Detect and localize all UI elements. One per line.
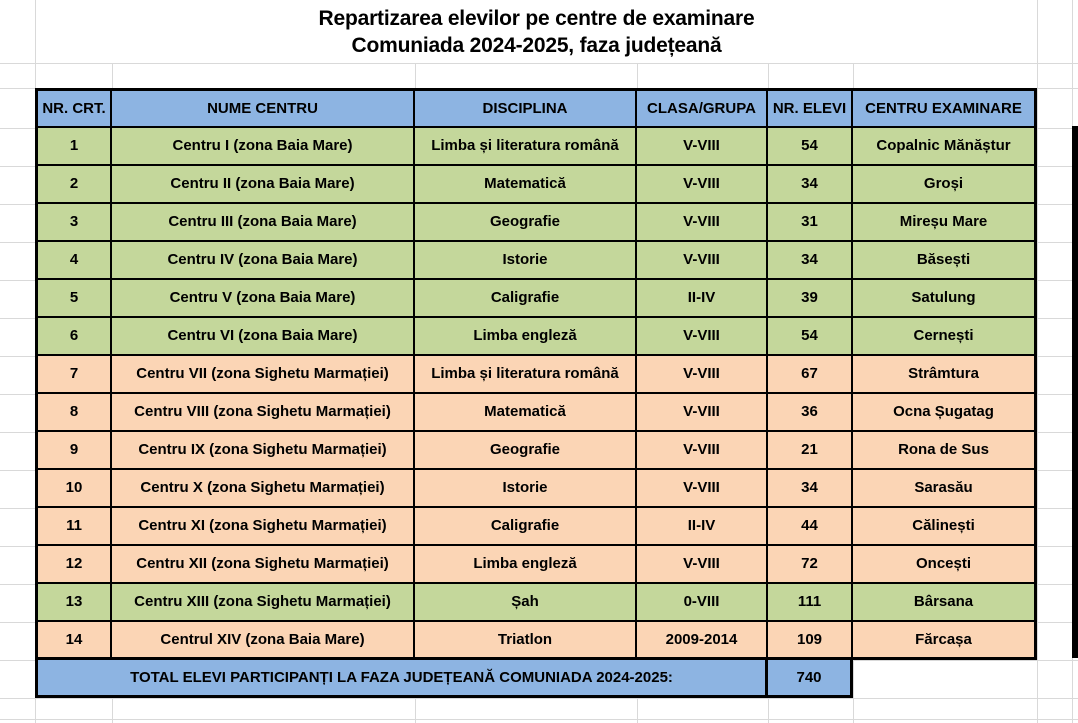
cell-nr-crt[interactable]: 12 — [38, 546, 112, 584]
cell-nr-elevi[interactable]: 72 — [768, 546, 853, 584]
cell-disciplina[interactable]: Caligrafie — [415, 280, 637, 318]
cell-centru-examinare[interactable]: Oncești — [853, 546, 1034, 584]
header-nr-elevi[interactable]: NR. ELEVI — [768, 91, 853, 128]
header-nr-crt[interactable]: NR. CRT. — [38, 91, 112, 128]
cell-clasa-grupa[interactable]: II-IV — [637, 508, 768, 546]
cell-nr-crt[interactable]: 8 — [38, 394, 112, 432]
cell-nr-elevi[interactable]: 21 — [768, 432, 853, 470]
cell-clasa-grupa[interactable]: II-IV — [637, 280, 768, 318]
cell-clasa-grupa[interactable]: V-VIII — [637, 356, 768, 394]
cell-nr-elevi[interactable]: 44 — [768, 508, 853, 546]
cell-nume-centru[interactable]: Centrul XIV (zona Baia Mare) — [112, 622, 415, 657]
gridline — [1037, 0, 1038, 723]
cell-centru-examinare[interactable]: Mireșu Mare — [853, 204, 1034, 242]
cell-clasa-grupa[interactable]: V-VIII — [637, 128, 768, 166]
cell-disciplina[interactable]: Caligrafie — [415, 508, 637, 546]
cell-disciplina[interactable]: Geografie — [415, 204, 637, 242]
cell-clasa-grupa[interactable]: V-VIII — [637, 432, 768, 470]
cell-centru-examinare[interactable]: Băsești — [853, 242, 1034, 280]
gridline — [0, 698, 1078, 699]
cell-clasa-grupa[interactable]: V-VIII — [637, 204, 768, 242]
cell-nume-centru[interactable]: Centru X (zona Sighetu Marmației) — [112, 470, 415, 508]
cell-disciplina[interactable]: Limba și literatura română — [415, 356, 637, 394]
total-row-label[interactable]: TOTAL ELEVI PARTICIPANȚI LA FAZA JUDEȚEANĂ COMUNIADA 2024-2025: — [35, 657, 768, 698]
adjacent-column-border-strip — [1072, 126, 1078, 658]
cell-nr-crt[interactable]: 2 — [38, 166, 112, 204]
exam-centers-table — [35, 88, 1037, 660]
cell-nr-crt[interactable]: 7 — [38, 356, 112, 394]
cell-disciplina[interactable]: Geografie — [415, 432, 637, 470]
cell-nr-elevi[interactable]: 111 — [768, 584, 853, 622]
cell-nume-centru[interactable]: Centru VII (zona Sighetu Marmației) — [112, 356, 415, 394]
cell-clasa-grupa[interactable]: 2009-2014 — [637, 622, 768, 657]
cell-nr-crt[interactable]: 4 — [38, 242, 112, 280]
total-row-value[interactable]: 740 — [765, 657, 853, 698]
cell-nume-centru[interactable]: Centru I (zona Baia Mare) — [112, 128, 415, 166]
cell-centru-examinare[interactable]: Bârsana — [853, 584, 1034, 622]
header-disciplina[interactable]: DISCIPLINA — [415, 91, 637, 128]
cell-nume-centru[interactable]: Centru III (zona Baia Mare) — [112, 204, 415, 242]
cell-nume-centru[interactable]: Centru XII (zona Sighetu Marmației) — [112, 546, 415, 584]
header-nume-centru[interactable]: NUME CENTRU — [112, 91, 415, 128]
cell-centru-examinare[interactable]: Copalnic Mănăștur — [853, 128, 1034, 166]
cell-centru-examinare[interactable]: Fărcașa — [853, 622, 1034, 657]
cell-clasa-grupa[interactable]: V-VIII — [637, 470, 768, 508]
cell-disciplina[interactable]: Limba engleză — [415, 546, 637, 584]
cell-centru-examinare[interactable]: Strâmtura — [853, 356, 1034, 394]
cell-nr-crt[interactable]: 9 — [38, 432, 112, 470]
cell-disciplina[interactable]: Istorie — [415, 470, 637, 508]
cell-nr-elevi[interactable]: 109 — [768, 622, 853, 657]
cell-clasa-grupa[interactable]: V-VIII — [637, 166, 768, 204]
cell-disciplina[interactable]: Șah — [415, 584, 637, 622]
title-line-2: Comuniada 2024-2025, faza județeană — [351, 33, 722, 57]
cell-nr-elevi[interactable]: 34 — [768, 166, 853, 204]
cell-disciplina[interactable]: Matematică — [415, 166, 637, 204]
cell-clasa-grupa[interactable]: V-VIII — [637, 546, 768, 584]
cell-nr-crt[interactable]: 13 — [38, 584, 112, 622]
cell-centru-examinare[interactable]: Cernești — [853, 318, 1034, 356]
cell-nr-crt[interactable]: 5 — [38, 280, 112, 318]
cell-disciplina[interactable]: Triatlon — [415, 622, 637, 657]
cell-nr-elevi[interactable]: 39 — [768, 280, 853, 318]
cell-clasa-grupa[interactable]: V-VIII — [637, 394, 768, 432]
cell-nr-elevi[interactable]: 54 — [768, 128, 853, 166]
cell-nr-elevi[interactable]: 34 — [768, 470, 853, 508]
cell-centru-examinare[interactable]: Rona de Sus — [853, 432, 1034, 470]
cell-nr-elevi[interactable]: 67 — [768, 356, 853, 394]
cell-nume-centru[interactable]: Centru V (zona Baia Mare) — [112, 280, 415, 318]
cell-nume-centru[interactable]: Centru IX (zona Sighetu Marmației) — [112, 432, 415, 470]
cell-clasa-grupa[interactable]: V-VIII — [637, 242, 768, 280]
cell-nume-centru[interactable]: Centru VI (zona Baia Mare) — [112, 318, 415, 356]
cell-centru-examinare[interactable]: Satulung — [853, 280, 1034, 318]
cell-nume-centru[interactable]: Centru VIII (zona Sighetu Marmației) — [112, 394, 415, 432]
cell-disciplina[interactable]: Limba engleză — [415, 318, 637, 356]
cell-centru-examinare[interactable]: Groși — [853, 166, 1034, 204]
gridline — [0, 63, 1078, 64]
cell-nume-centru[interactable]: Centru IV (zona Baia Mare) — [112, 242, 415, 280]
cell-disciplina[interactable]: Istorie — [415, 242, 637, 280]
cell-nr-crt[interactable]: 1 — [38, 128, 112, 166]
cell-nr-elevi[interactable]: 54 — [768, 318, 853, 356]
cell-nr-crt[interactable]: 6 — [38, 318, 112, 356]
cell-nr-crt[interactable]: 11 — [38, 508, 112, 546]
cell-clasa-grupa[interactable]: V-VIII — [637, 318, 768, 356]
cell-centru-examinare[interactable]: Ocna Șugatag — [853, 394, 1034, 432]
cell-nr-elevi[interactable]: 31 — [768, 204, 853, 242]
header-centru-examinare[interactable]: CENTRU EXAMINARE — [853, 91, 1034, 128]
gridline — [0, 719, 1078, 720]
sheet-title — [36, 0, 1037, 63]
cell-nr-crt[interactable]: 10 — [38, 470, 112, 508]
header-clasa-grupa[interactable]: CLASA/GRUPA — [637, 91, 768, 128]
cell-nr-elevi[interactable]: 34 — [768, 242, 853, 280]
cell-nr-elevi[interactable]: 36 — [768, 394, 853, 432]
cell-disciplina[interactable]: Limba și literatura română — [415, 128, 637, 166]
cell-nr-crt[interactable]: 3 — [38, 204, 112, 242]
cell-centru-examinare[interactable]: Călinești — [853, 508, 1034, 546]
cell-nume-centru[interactable]: Centru XIII (zona Sighetu Marmației) — [112, 584, 415, 622]
cell-disciplina[interactable]: Matematică — [415, 394, 637, 432]
cell-nr-crt[interactable]: 14 — [38, 622, 112, 657]
cell-clasa-grupa[interactable]: 0-VIII — [637, 584, 768, 622]
cell-nume-centru[interactable]: Centru XI (zona Sighetu Marmației) — [112, 508, 415, 546]
cell-centru-examinare[interactable]: Sarasău — [853, 470, 1034, 508]
cell-nume-centru[interactable]: Centru II (zona Baia Mare) — [112, 166, 415, 204]
title-line-1: Repartizarea elevilor pe centre de examinare — [318, 6, 755, 30]
